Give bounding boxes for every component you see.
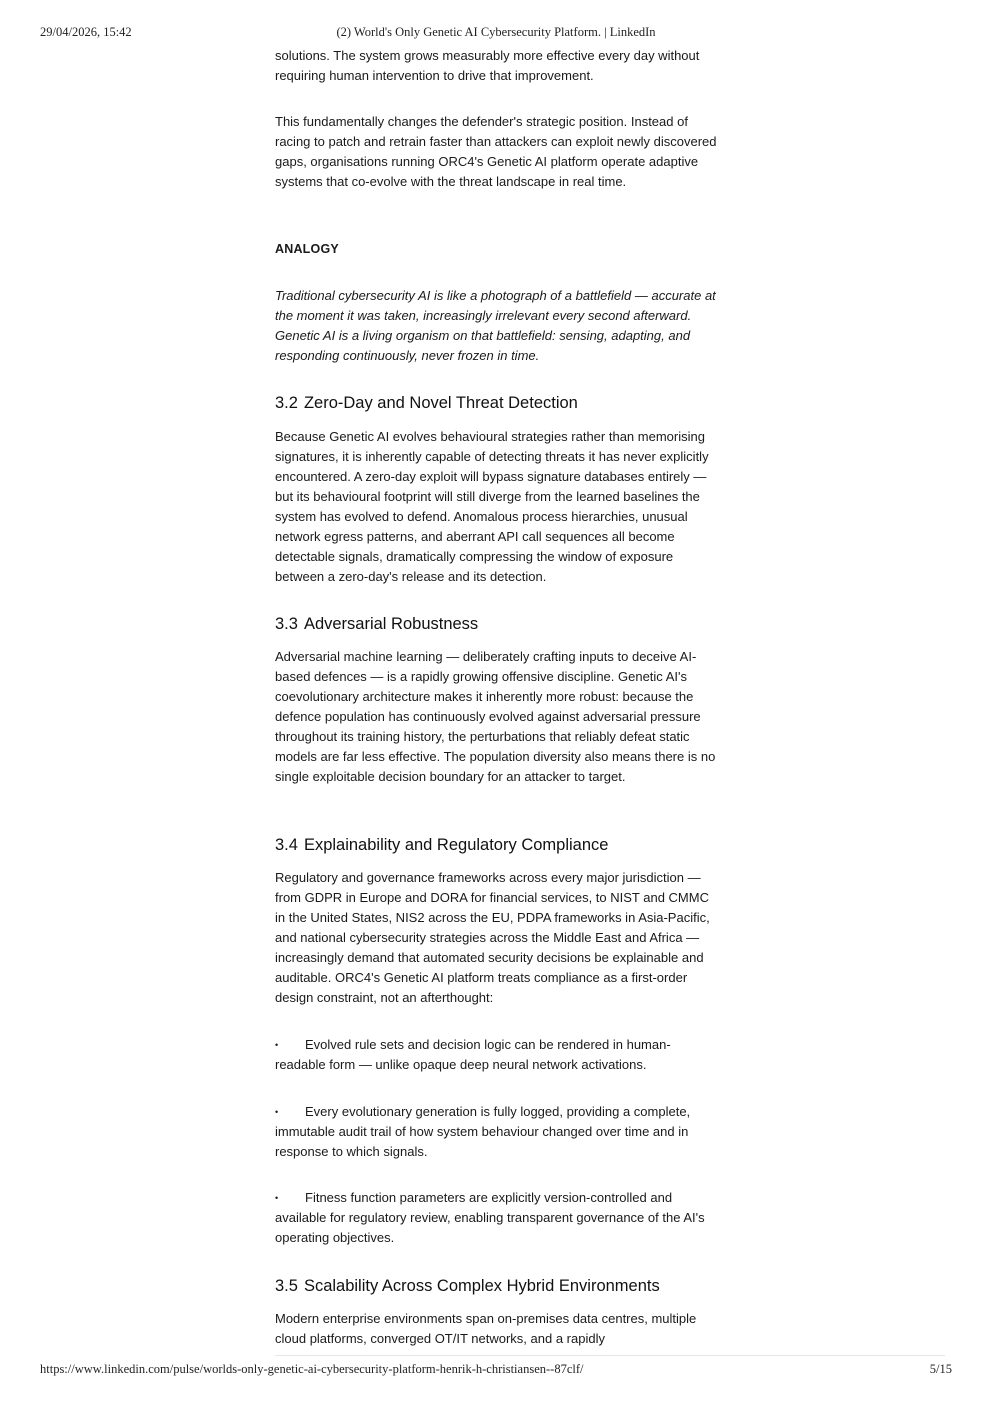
- print-page-title: (2) World's Only Genetic AI Cybersecurity Platform. | LinkedIn: [336, 25, 656, 39]
- section-heading-3-2: [275, 392, 578, 414]
- paragraph-intro: solutions. The system grows measurably more effective every day without requiring human intervention to drive that improvement.: [275, 48, 700, 83]
- print-url: https://www.linkedin.com/pulse/worlds-only-genetic-ai-cybersecurity-platform-henrik-h-christiansen--87clf/: [40, 1362, 584, 1376]
- list-item: [275, 1035, 717, 1075]
- analogy-text: Traditional cybersecurity AI is like a photograph of a battlefield — accurate at the moment it was taken, increasingly irrelevant every second afterward. Genetic AI is a living organism on that battlefield: sensing, adapting, and responding continuously, never frozen in time.: [275, 288, 716, 363]
- section-number: 3.2: [275, 394, 298, 412]
- paragraph-strategic-position: This fundamentally changes the defender's strategic position. Instead of racing to patch and retrain faster than attackers can exploit newly discovered gaps, organisations running ORC4's Genetic AI platform operate adaptive systems that co-evolve with the threat landscape in real time.: [275, 114, 717, 189]
- page-number: 5/15: [929, 1362, 952, 1376]
- section-heading-3-4: [275, 834, 608, 856]
- section-3-3-body: Adversarial machine learning — deliberately crafting inputs to deceive AI-based defences — is a rapidly growing offensive discipline. Genetic AI's coevolutionary architecture makes it inherently more robust: because the defence population has continuously evolved against adversarial pressure throughout its training history, the perturbations that reliably defeat static models are far less effective. The population diversity also means there is no single exploitable decision boundary for an attacker to target.: [275, 649, 716, 784]
- section-title: Adversarial Robustness: [303, 615, 479, 633]
- bullet-glyph: •: [275, 1107, 279, 1117]
- section-heading-3-3: [275, 613, 478, 635]
- section-number: 3.5: [275, 1277, 298, 1295]
- footer-divider: [275, 1355, 945, 1356]
- list-item: [275, 1188, 717, 1248]
- section-3-5-body: Modern enterprise environments span on-premises data centres, multiple cloud platforms, converged OT/IT networks, and a rapidly: [275, 1311, 697, 1346]
- bullet-glyph: •: [275, 1193, 279, 1203]
- section-3-2-body: Because Genetic AI evolves behavioural strategies rather than memorising signatures, it is inherently capable of detecting threats it has never explicitly encountered. A zero-day exploit will bypass signature databases entirely — but its behavioural footprint will still diverge from the learned baselines the system has evolved to defend. Anomalous process hierarchies, unusual network egress patterns, and aberrant API call sequences all become detectable signals, dramatically compressing the window of exposure between a zero-day's release and its detection.: [275, 429, 709, 584]
- print-header: [40, 25, 952, 41]
- section-3-4-body: Regulatory and governance frameworks across every major jurisdiction — from GDPR in Europe and DORA for financial services, to NIST and CMMC in the United States, NIS2 across the EU, PDPA frameworks in Asia-Pacific, and national cybersecurity strategies across the Middle East and Africa — increasingly demand that automated security decisions be explainable and auditable. ORC4's Genetic AI platform treats compliance as a first-order design constraint, not an afterthought:: [275, 870, 710, 1005]
- section-title: Zero-Day and Novel Threat Detection: [303, 394, 578, 412]
- section-title: Scalability Across Complex Hybrid Environments: [303, 1277, 660, 1295]
- section-title: Explainability and Regulatory Compliance: [303, 836, 609, 854]
- bullet-glyph: •: [275, 1040, 279, 1050]
- section-heading-3-5: [275, 1275, 660, 1297]
- section-number: 3.4: [275, 836, 298, 854]
- list-item-text: Evolved rule sets and decision logic can be rendered in human-readable form — unlike opaque deep neural network activations.: [275, 1037, 671, 1072]
- analogy-label: ANALOGY: [275, 242, 339, 256]
- list-item-text: Every evolutionary generation is fully logged, providing a complete, immutable audit trail of how system behaviour changed over time and in response to which signals.: [275, 1104, 691, 1159]
- list-item: [275, 1102, 717, 1162]
- print-timestamp: 29/04/2026, 15:42: [40, 25, 132, 39]
- print-footer: [40, 1362, 952, 1378]
- section-number: 3.3: [275, 615, 298, 633]
- list-item-text: Fitness function parameters are explicitly version-controlled and available for regulatory review, enabling transparent governance of the AI's operating objectives.: [275, 1190, 705, 1245]
